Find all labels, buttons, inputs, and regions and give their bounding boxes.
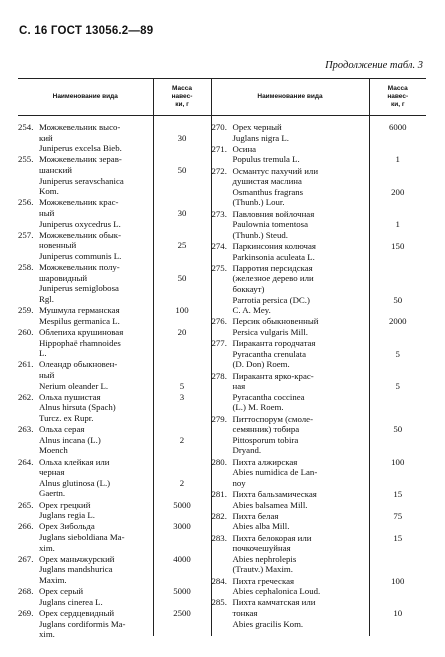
entry-name-line: шанский [39,164,72,175]
entry-number: 280. [211,456,227,467]
entry-name-line: ная [232,381,246,392]
entry-mass: 3000 [173,521,191,532]
entry-name-line: Abies cephalonica Loud. [232,586,321,597]
entry-mass: 50 [177,165,187,175]
entry-name [233,241,316,262]
entry-name-line: Paulownia tomentosa [232,219,308,230]
entry-name [39,197,121,229]
entry-mass: 200 [391,186,405,197]
mass-header-line: ки, г [175,101,189,108]
entry-number: 266. [18,521,34,532]
entry-name-line: Орех черный [232,122,282,132]
entry-name-line: (Thunb.) Steud. [232,229,288,240]
mass-header-line: навес- [171,93,193,100]
entry-name-line: черная [39,467,65,478]
entry-mass: 20 [177,327,187,337]
entry-name-line: ный [39,369,55,380]
entry-number: 257. [18,229,34,240]
entry-name [233,144,300,165]
entry-name-line: Parrotia persica (DC.) [232,294,310,305]
entry-mass: 4000 [173,553,191,564]
entry-name-line: Rgl. [39,293,54,304]
entry-name-line: Парротия персидская [232,262,313,273]
col-header-mass-left [153,79,211,116]
entry-number: 272. [211,165,227,176]
right-names-column [212,116,369,636]
entry-name-line: шаровидный [39,272,88,283]
entry-name-line: Abies balsamea Mill. [232,499,308,510]
entry-number: 283. [211,532,227,543]
entry-mass: 30 [177,132,187,143]
entry-name-line: Можжевельник крас- [39,197,119,208]
entry-mass: 50 [393,424,403,435]
entry-name-line: Ольха клейкая или [39,456,110,467]
entry-name [233,489,317,510]
entry-name-line: Пихта греческая [232,575,295,586]
entry-name [39,122,122,154]
entry-name-line: Hippophaё rhamnoides [39,337,121,348]
entry-name-line: L. [39,348,47,359]
entry-number: 267. [18,553,34,564]
entry-name [233,338,316,370]
entry-name-line: Maxim. [39,574,67,585]
entry-number: 274. [211,241,227,251]
entry-number: 268. [18,586,34,597]
entry-mass: 5 [395,348,400,359]
entry-number: 261. [18,359,34,370]
entry-number: 258. [18,262,34,273]
entry-mass: 150 [391,241,405,251]
entry-name [39,554,115,586]
entry-mass: 15 [393,532,403,543]
entry-name-line: Ольха пушистая [39,391,101,402]
entry-name-line: Ольха серая [39,424,85,435]
entry-name-line: Juniperus oxycedrus L. [39,218,121,229]
entry-name-line: ный [39,207,55,218]
entry-name-line: xim. [39,629,55,640]
entry-name-line: Gaertn. [39,488,66,499]
entry-name [233,209,315,241]
entry-name-line: душистая маслина [232,176,302,187]
entry-name-line: Juniperus seravschanica [39,175,124,186]
entry-number: 263. [18,424,34,435]
entry-name [39,608,126,640]
entry-name-line: Пихта бальзамическая [232,489,317,499]
entry-name-line: Nerium oleander L. [39,380,109,391]
entry-name-line: Пихта белая [232,510,279,521]
entry-mass: 5000 [173,499,191,510]
entry-name-line: Juglans nigra L. [232,132,289,143]
entry-name [233,316,319,337]
entry-name-line: Орех маньчжурский [39,553,115,564]
entry-number: 265. [18,499,34,510]
entry-name-line: Павловния войлочная [232,208,315,219]
left-names-column [18,116,153,640]
entry-name-line: Орех Зибольда [39,521,95,532]
entry-name [233,122,289,143]
entry-name [39,457,110,499]
entry-name [39,359,117,391]
entry-number: 255. [18,154,34,165]
entry-name-line: Можжевельник обык- [39,229,122,240]
entry-name-line: Pittosporum tobira [232,434,299,445]
entry-name-line: почкочешуйная [232,543,291,554]
col-header-mass-right [369,79,426,116]
entry-name-line: Abies numidica de Lan- [232,467,318,478]
entry-mass: 15 [393,489,403,499]
entry-name-line: Populus tremula L. [232,154,300,165]
entry-number: 275. [211,262,227,273]
entry-number: 256. [18,197,34,208]
entry-name-line: Можжевельник полу- [39,262,120,273]
entry-name [233,371,314,413]
entry-name-line: (Trautv.) Maxim. [232,564,293,575]
entry-name-line: Pyracantha coccinea [232,391,305,402]
entry-name-line: Abies alba Mill. [232,521,290,532]
entry-mass: 100 [175,305,189,316]
entry-name [39,424,101,456]
entry-number: 270. [211,122,227,132]
entry-mass: 25 [177,240,187,251]
entry-name-line: Juglans mandshurica [39,564,113,575]
entry-name-line: семянник) тобира [232,424,300,435]
entry-name [233,533,312,575]
entry-name [233,414,314,456]
entry-name-line: Мушмула германская [39,305,120,316]
entry-name-line: Alnus glutinosa (L.) [39,477,111,488]
entry-number: 260. [18,327,34,337]
entry-mass: 30 [177,208,187,218]
entry-name-line: Juniperus semiglobosa [39,283,119,294]
entry-name [39,392,116,424]
entry-number: 262. [18,391,34,402]
entry-name-line: (D. Don) Roem. [232,359,290,370]
entry-name-line: Паркинсония колючая [232,241,316,251]
entry-name-line: Питтоспорум (смоле- [232,413,313,424]
right-mass-column [370,116,427,636]
entry-name-line: Облепиха крушиновая [39,327,124,337]
left-mass-column [154,116,211,636]
entry-name-line: C. A. Mey. [232,305,271,316]
entry-name-line: Орех грецкий [39,499,91,510]
entry-number: 279. [211,413,227,424]
entry-name-line: Пираканта ярко-крас- [232,370,314,381]
entry-mass: 100 [391,575,405,586]
mass-header-line: навес- [387,93,409,100]
entry-name-line: новенный [39,240,77,251]
entry-mass: 1 [395,154,400,165]
entry-name-line: Moench [39,445,68,456]
entry-name-line: Пихта белокорая или [232,532,312,543]
table-continuation-label: Продолжение табл. 3 [325,60,423,71]
entry-name-line: Parkinsonia aculeata L. [232,251,315,262]
entry-number: 254. [18,122,34,132]
entry-mass: 2500 [173,608,191,618]
entry-name [233,166,319,208]
entry-name-line: Juglans regia L. [39,510,95,521]
entry-name-line: Османтус пахучий или [232,165,319,176]
entry-name [233,576,321,597]
entry-name-line: Persica vulgaris Mill. [232,326,308,337]
page-header: С. 16 ГОСТ 13056.2—89 [19,25,154,37]
entry-number: 259. [18,305,34,316]
entry-name-line: Орех сердцевидный [39,608,115,618]
entry-name-line: Персик обыкновенный [232,316,319,327]
entry-name-line: Пираканта городчатая [232,338,316,349]
entry-name-line: Juniperus excelsa Bieb. [39,143,122,154]
entry-name [233,457,318,489]
entry-mass: 2 [179,477,185,488]
entry-mass: 6000 [388,122,407,132]
entry-mass: 2000 [388,316,407,327]
entry-name-line: Juglans sieboldiana Ma- [39,531,125,542]
entry-name-line: Осина [232,143,257,154]
entry-mass: 100 [391,456,405,467]
entry-name [233,597,316,629]
entry-name [39,521,125,553]
species-table [18,78,426,640]
entry-name-line: xim. [39,542,55,553]
entry-name-line: noy [232,477,246,488]
entry-name-line: Pyracantha crenulata [232,348,307,359]
entry-name-line: Alnus incana (L.) [39,434,101,445]
entry-name-line: тонкая [232,607,258,618]
mass-header-line: ки, г [390,101,405,108]
entry-name-line: Osmanthus fragrans [232,186,304,197]
col-header-name-left: Наименование вида [18,79,153,116]
entry-name-line: Kom. [39,186,59,197]
entry-number: 264. [18,456,34,467]
entry-name-line: боккаут) [232,283,265,294]
entry-mass: 10 [393,608,403,618]
entry-mass: 50 [393,294,403,305]
entry-number: 269. [18,608,34,618]
entry-mass: 5 [395,381,400,392]
entry-number: 284. [211,575,227,586]
mass-header-line: Масса [387,85,408,92]
entry-name-line: (железное дерево или [232,273,314,284]
entry-name [39,327,123,359]
entry-name-line: Можжевельник зерав- [39,154,122,165]
entry-mass: 1 [395,219,400,230]
entry-mass: 2 [179,434,185,445]
entry-number: 278. [211,370,227,381]
entry-name [233,511,290,532]
entry-name [39,262,120,304]
entry-number: 271. [211,143,227,154]
entry-name [39,586,103,607]
entry-name-line: Пихта алжирская [232,456,298,467]
entry-name-line: Можжевельник высо- [39,122,121,132]
entry-name-line: Abies gracilis Kom. [232,618,304,629]
entry-mass: 50 [177,272,187,283]
entry-name-line: кий [39,132,53,143]
entry-mass: 75 [393,510,403,521]
mass-header-line: Масса [171,85,193,92]
entry-name-line: Alnus hirsuta (Spach) [39,402,116,413]
entry-number: 282. [211,510,227,521]
entry-number: 285. [211,597,227,608]
entry-mass: 3 [179,391,185,402]
entry-mass: 5000 [173,586,191,597]
entry-name-line: Dryand. [232,445,262,456]
entry-name-line: Пихта камчатская или [232,597,316,608]
entry-number: 273. [211,208,227,219]
entry-name-line: Олеандр обыкновен- [39,359,118,370]
entry-name-line: Abies nephrolepis [232,553,297,564]
entry-number: 281. [211,489,227,499]
entry-name [39,305,120,326]
entry-name-line: Turcz. ex Rupr. [39,412,94,423]
entry-name [39,500,95,521]
entry-name-line: (Thunb.) Lour. [232,197,285,208]
entry-number: 277. [211,338,227,349]
entry-name-line: Juglans cordiformis Ma- [39,618,126,629]
entry-number: 276. [211,316,227,327]
entry-name-line: Орех серый [39,586,84,597]
entry-name [233,263,314,316]
entry-name [39,230,121,262]
entry-name-line: Juglans cinerea L. [39,596,103,607]
entry-name [39,154,124,196]
entry-name-line: (L.) M. Roem. [232,402,284,413]
entry-mass: 5 [179,380,185,391]
entry-name-line: Mespilus germanica L. [39,315,120,326]
col-header-name-right: Наименование вида [211,79,369,116]
entry-name-line: Juniperus communis L. [39,250,122,261]
